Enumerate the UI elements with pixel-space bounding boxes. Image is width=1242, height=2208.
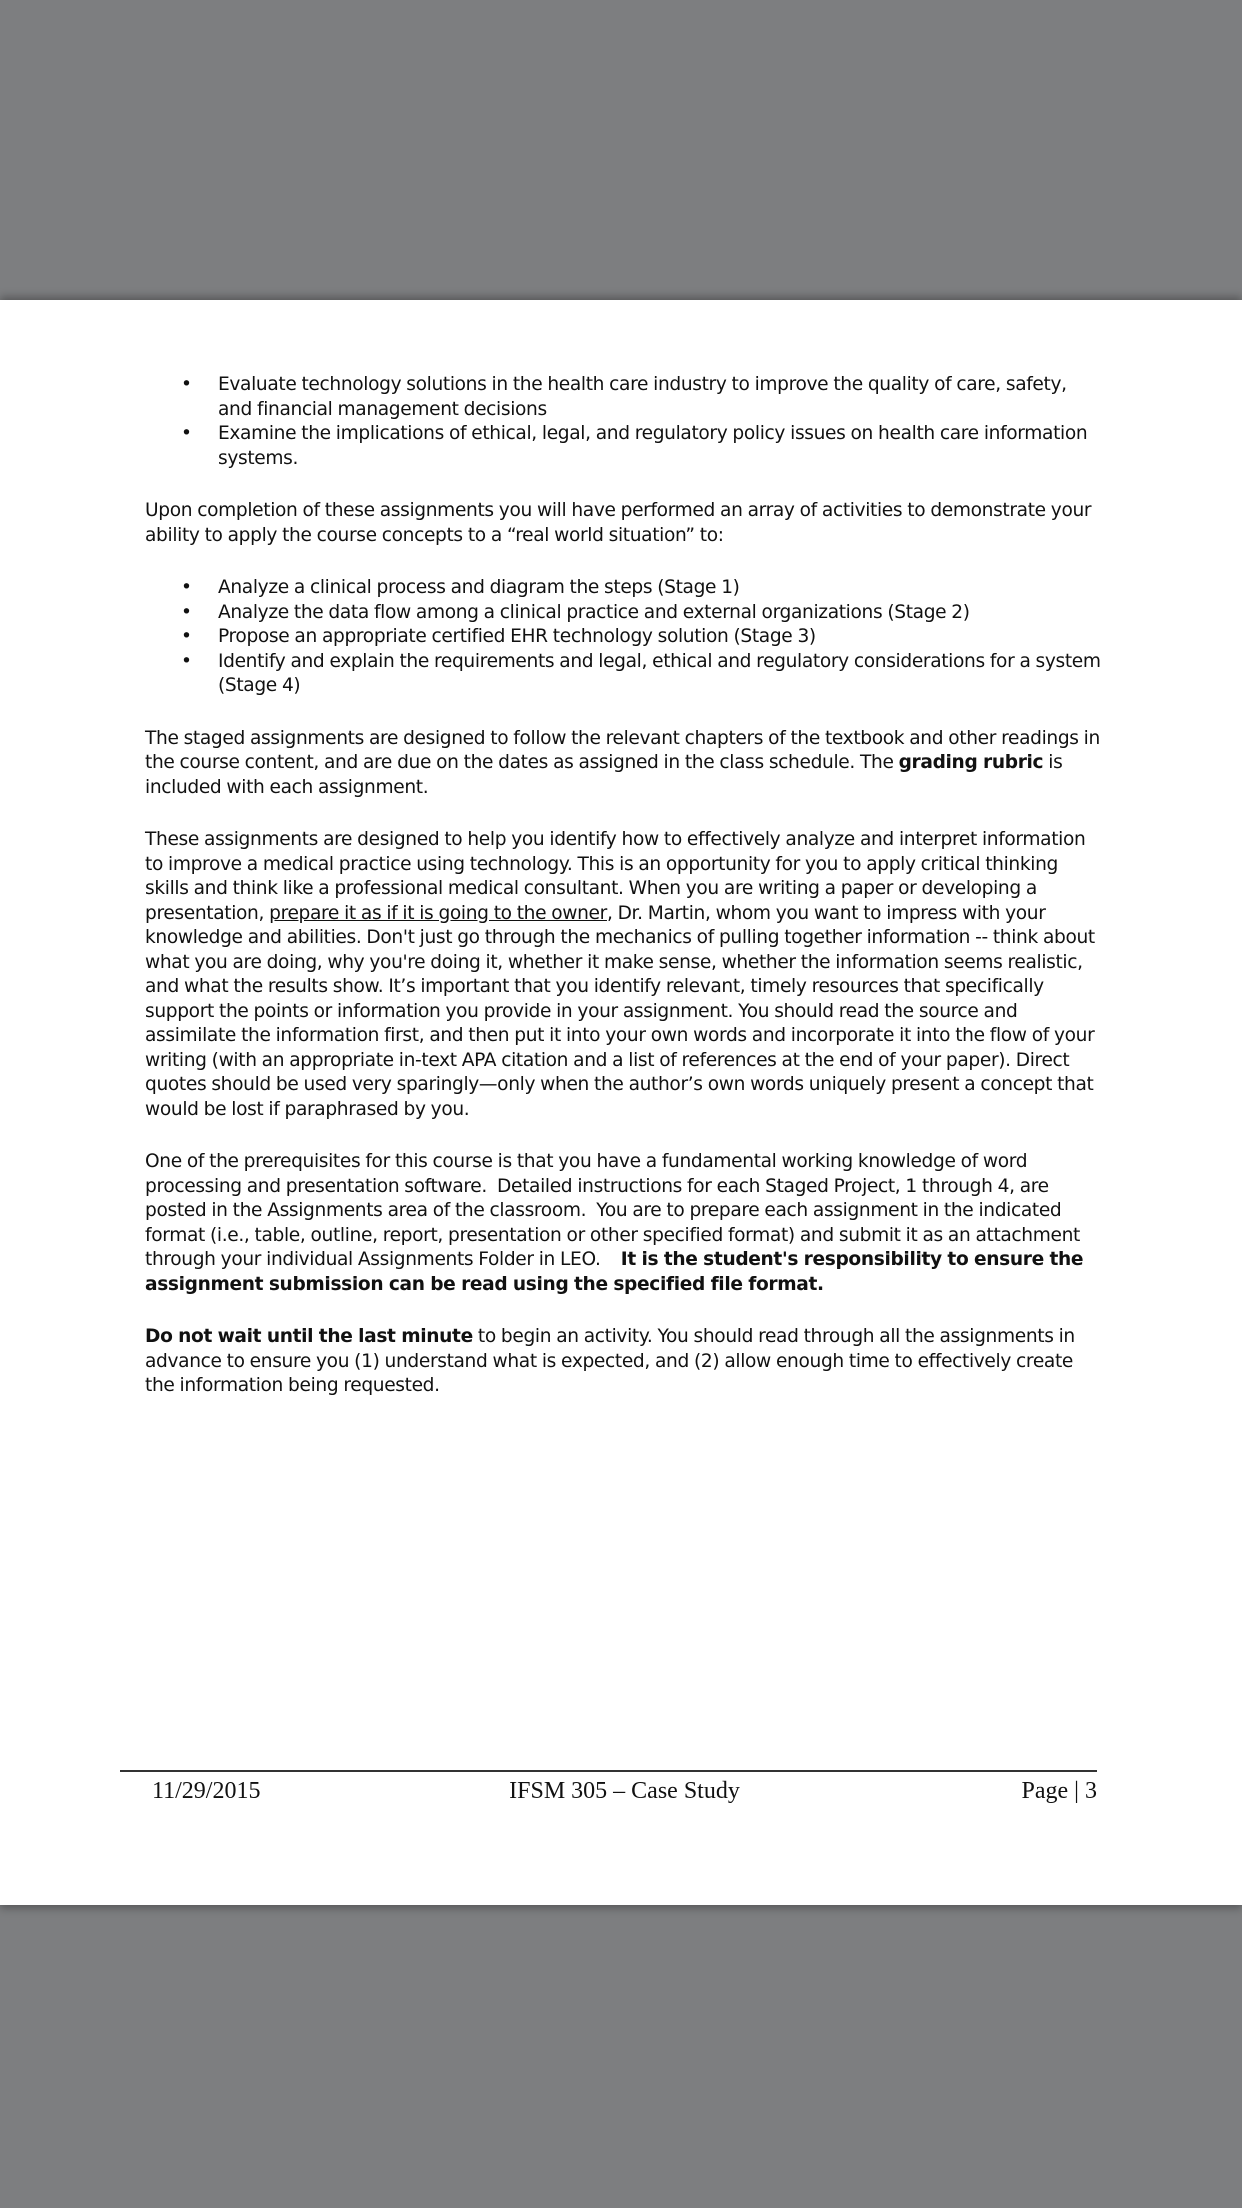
stages-list — [145, 576, 1105, 699]
list-item: • Identify and explain the requirements and legal, ethical and regulatory considerations for a system (Stage 4) — [181, 650, 1101, 696]
footer-page-number: Page | 3 — [1021, 1778, 1097, 1804]
footer-divider — [120, 1770, 1097, 1772]
page-content — [145, 373, 1105, 1399]
bullet-icon: • — [181, 423, 192, 444]
prerequisites-paragraph: One of the prerequisites for this course is that you have a fundamental working knowledge of word processing and presentation software. Detailed instructions for each Staged Project, 1 through 4, are posted in the Assignments area of the classroom. You are to prepare each assignment in the indicated format (i.e., table, outline, report, presentation or other specified format) and submit it as an attachment through your individual Assignments Folder in LEO. It is the student's responsibility to ensure the assignment submission can be read using the specified file format. — [145, 1151, 1086, 1295]
bullet-icon: • — [181, 650, 192, 672]
grading-rubric-emphasis: grading rubric — [898, 752, 1044, 773]
footer-title: IFSM 305 – Case Study — [509, 1778, 740, 1804]
list-item: • Analyze the data flow among a clinical practice and external organizations (Stage 2) — [145, 601, 1105, 626]
assignments-purpose-paragraph: These assignments are designed to help you identify how to effectively analyze and interpret information to improve a medical practice using technology. This is an opportunity for you to apply critical thinking skills and think like a professional medical consultant. When you are writing a paper or developing a presentation, prepare it as if it is going to the owner, Dr. Martin, whom you want to impress with your knowledge and abilities. Don't just go through the mechanics of pulling together information -- think about what you are doing, why you're doing it, whether it make sense, whether the information seems realistic, and what the results show. It’s important that you identify relevant, timely resources that specifically support the points or information you provide in your assignment. You should read the source and assimilate the information first, and then put it into your own words and incorporate it into the flow of your writing (with an appropriate in-text APA citation and a list of references at the end of your paper). Direct quotes should be used very sparingly—only when the author’s own words uniquely present a concept that would be lost if paraphrased by you. — [145, 829, 1095, 1120]
objectives-list — [145, 373, 1105, 471]
bullet-icon: • — [181, 577, 192, 598]
bullet-icon: • — [181, 601, 192, 623]
page-footer — [152, 1778, 1097, 1805]
footer-date: 11/29/2015 — [152, 1778, 261, 1804]
list-item: • Analyze a clinical process and diagram the steps (Stage 1) — [145, 576, 1105, 601]
deadline-paragraph: Do not wait until the last minute to begin an activity. You should read through all the assignments in advance to ensure you (1) understand what is expected, and (2) allow enough time to effectively create the information being requested. — [145, 1326, 1075, 1396]
responsibility-emphasis: It is the student's responsibility to ensure the assignment submission can be read using the specified file format. — [145, 1249, 1084, 1295]
staged-assignments-paragraph: The staged assignments are designed to follow the relevant chapters of the textbook and other readings in the course content, and are due on the dates as assigned in the class schedule. The grading rubric is included with each assignment. — [145, 727, 1100, 798]
deadline-emphasis: Do not wait until the last minute — [145, 1326, 473, 1347]
list-item: • Evaluate technology solutions in the health care industry to improve the quality of care, safety, and financial management decisions — [181, 374, 1067, 420]
bullet-icon: • — [181, 374, 192, 395]
list-item: • Examine the implications of ethical, legal, and regulatory policy issues on health care information systems. — [181, 423, 1088, 469]
underlined-instruction: prepare it as if it is going to the owner — [269, 902, 607, 924]
intro-paragraph: Upon completion of these assignments you will have performed an array of activities to demonstrate your ability to apply the course concepts to a “real world situation” to: — [145, 500, 1092, 546]
list-item: • Propose an appropriate certified EHR technology solution (Stage 3) — [145, 625, 1105, 650]
document-page — [0, 300, 1242, 1905]
bullet-icon: • — [181, 626, 192, 647]
